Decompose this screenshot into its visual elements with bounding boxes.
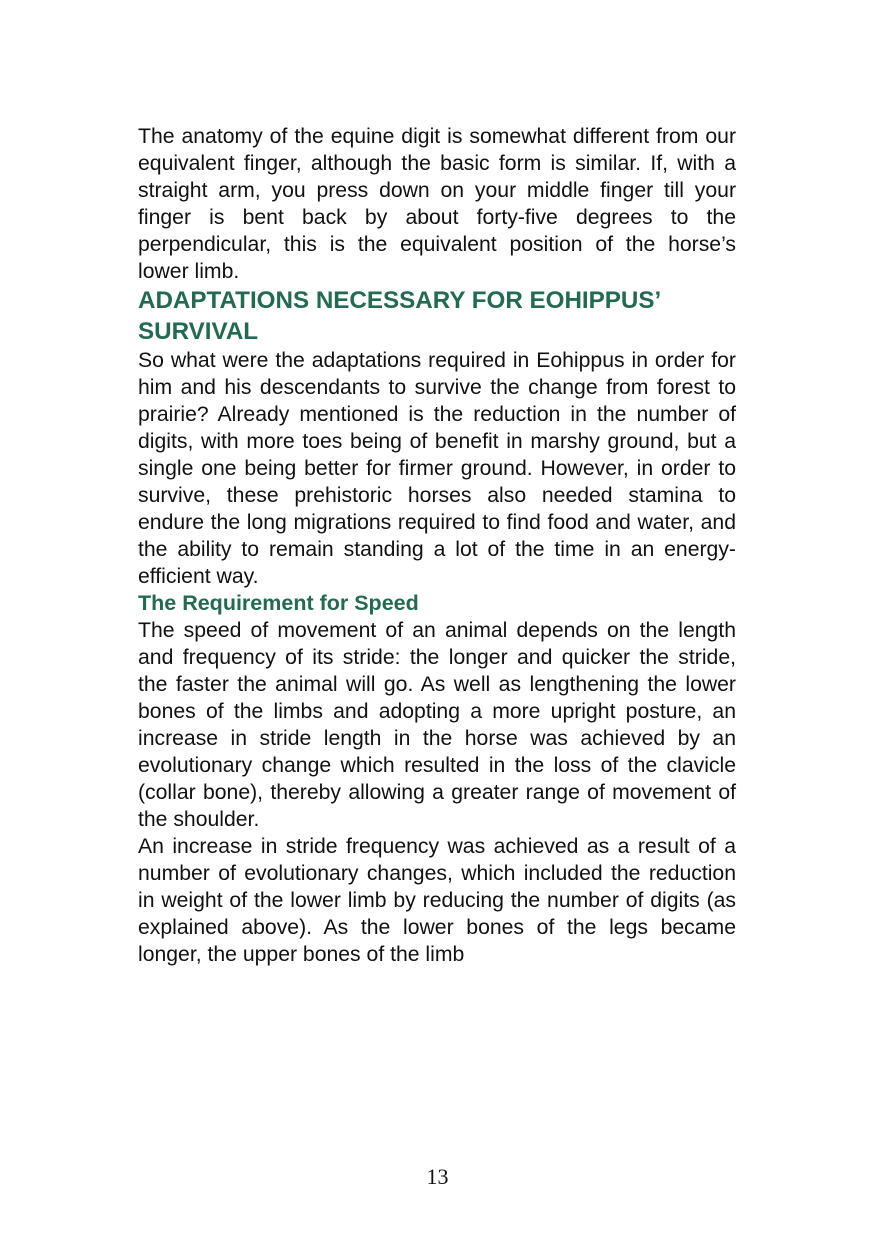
page-content <box>138 123 736 968</box>
paragraph-intro: The anatomy of the equine digit is somewhat different from our equivalent finger, although the basic form is similar. If, with a straight arm, you press down on your middle finger till your finger is bent back by about forty-five degrees to the perpendicular, this is the equivalent position of the horse’s lower limb. <box>138 125 736 283</box>
paragraph-speed: The speed of movement of an animal depends on the length and frequency of its stride: the longer and quicker the stride, the faster the animal will go. As well as lengthening the lower bones of the limbs and adopting a more upright posture, an increase in stride length in the horse was achieved by an evolutionary change which resulted in the loss of the clavicle (collar bone), thereby allowing a greater range of movement of the shoulder. <box>138 619 736 831</box>
section-heading: ADAPTATIONS NECESSARY FOR EOHIPPUS’ SURVIVAL <box>138 287 660 345</box>
paragraph-adaptations: So what were the adaptations required in Eohippus in order for him and his descendants to survive the change from forest to prairie? Already mentioned is the reduction in the number of digits, with more toes being of benefit in marshy ground, but a single one being better for firmer ground. However, in order to survive, these prehistoric horses also needed stamina to endure the long migrations required to find food and water, and the ability to remain standing a lot of the time in an energy-efficient way. <box>138 349 736 588</box>
subsection-heading: The Requirement for Speed <box>138 591 419 615</box>
page-number: 13 <box>426 1164 449 1189</box>
paragraph-frequency: An increase in stride frequency was achieved as a result of a number of evolutionary changes, which included the reduction in weight of the lower limb by reducing the number of digits (as explained above). As the lower bones of the legs became longer, the upper bones of the limb <box>138 835 736 966</box>
